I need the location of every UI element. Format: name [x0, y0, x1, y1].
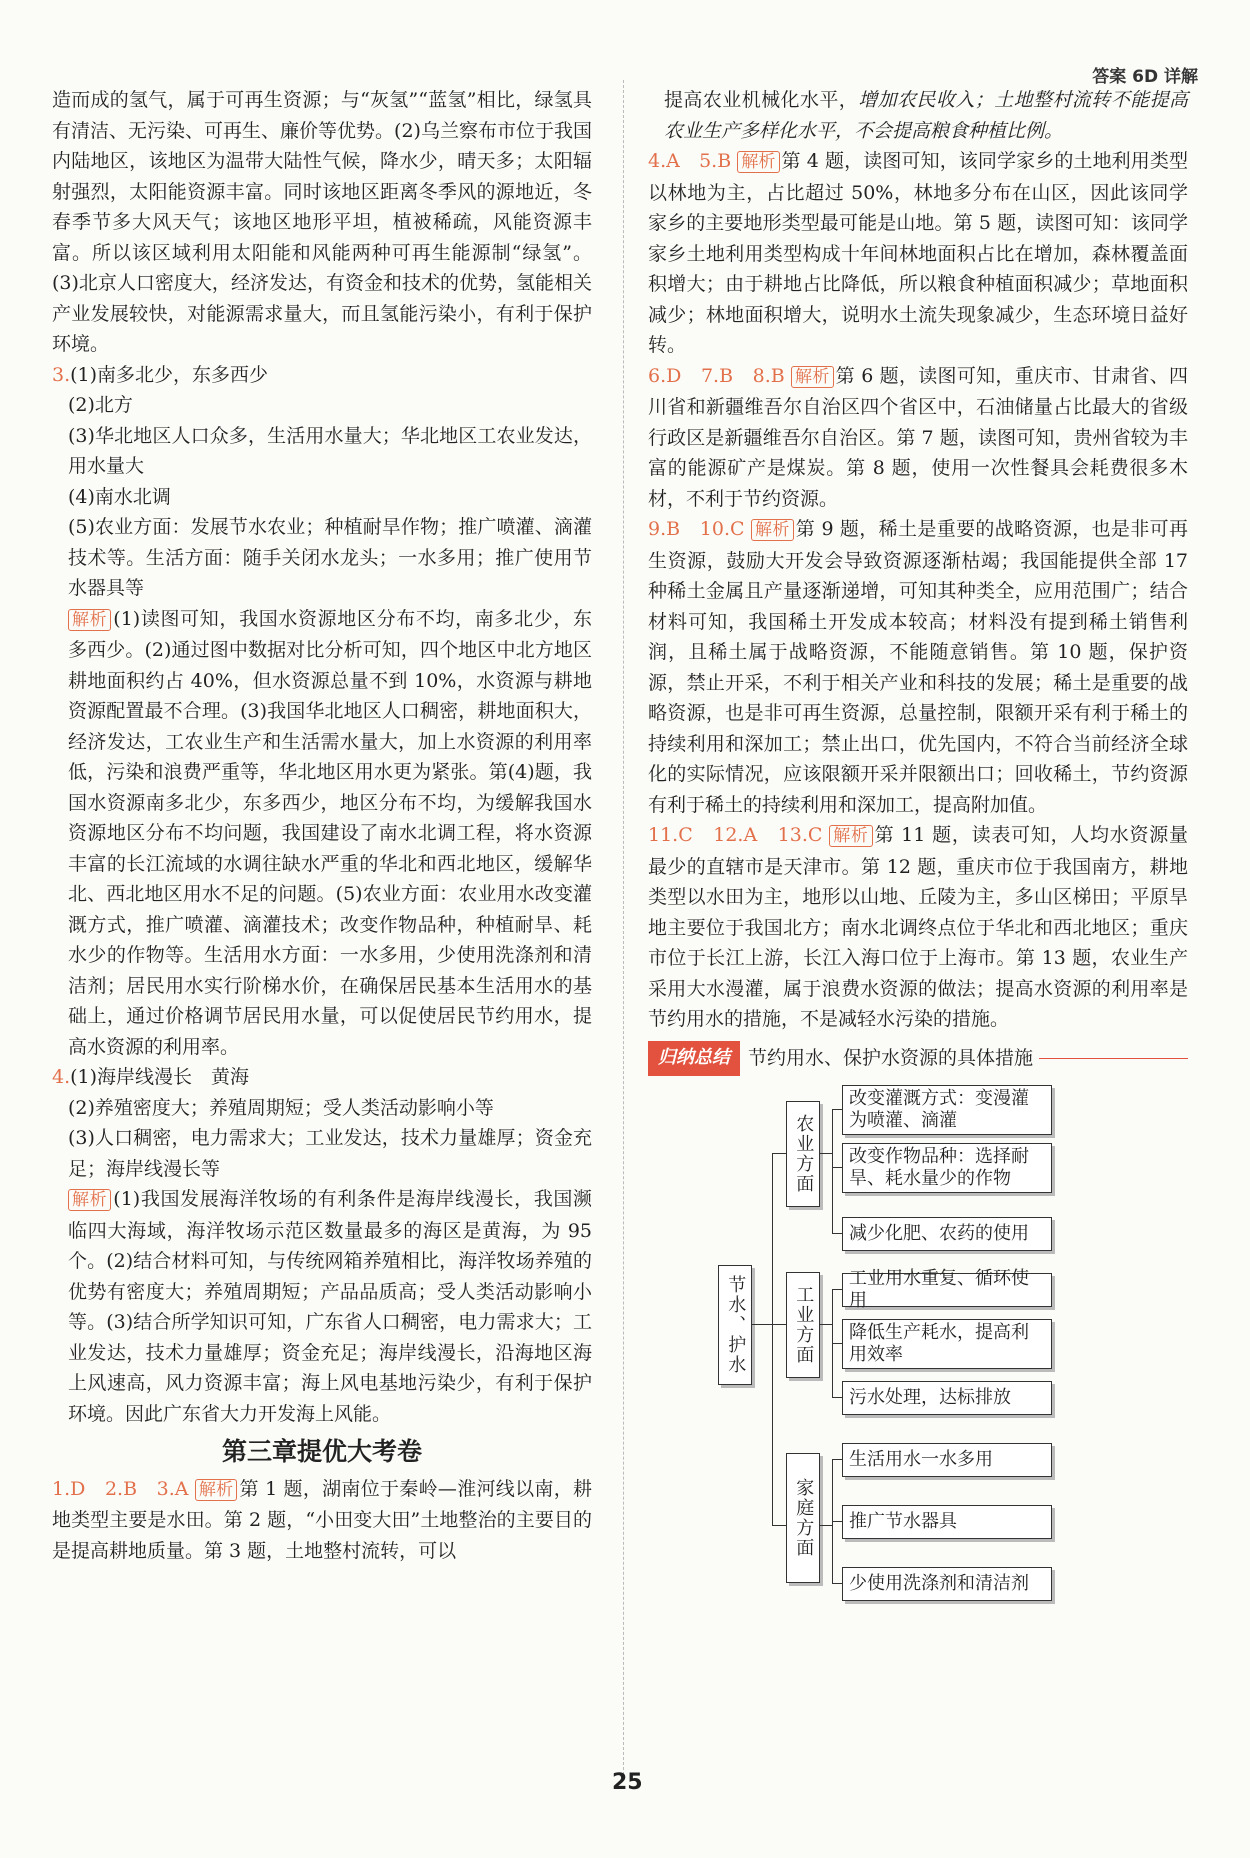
q9-10-text: 第 9 题，稀土是重要的战略资源，也是非可再生资源，鼓励大开发会导致资源逐渐枯竭；我国能提供全部 17 种稀土金属且产量逐渐递增，可知其种类全，应用范围广；结合材料可知，我国稀土开发成本较高；材料没有提到稀土销售利润，且稀土属于战略资源，不能随意销售。第 10 题，保护资源，禁止开采，不利于相关产业和科技的发展；稀土是重要的战略资源，也是非可再生资源，总量控制，限额开采有利于稀土的持续利用和深加工；禁止出口，优先国内，不符合当前经济全球化的实际情况，应该限额开采并限额出口；回收稀土，节约资源有利于稀土的持续利用和深加工，提高附加值。	[648, 518, 1188, 816]
q4-answer-3: (3)人口稠密，电力需求大；工业发达，技术力量雄厚；资金充足；海岸线漫长等	[68, 1127, 592, 1180]
industry-item-3: 污水处理，达标排放	[842, 1381, 1052, 1415]
q3-answer-5: (5)农业方面：发展节水农业；种植耐旱作物；推广喷灌、滴灌技术等。生活方面：随手关闭水龙头；一水多用；推广使用节水器具等	[68, 516, 592, 599]
q4-analysis	[52, 1184, 592, 1429]
analysis-tag: 解析	[791, 366, 834, 388]
connector	[772, 1153, 786, 1154]
analysis-tag: 解析	[68, 609, 111, 631]
connector	[772, 1153, 773, 1525]
analysis-tag: 解析	[737, 151, 779, 173]
analysis-tag: 解析	[829, 825, 872, 847]
right-column	[648, 85, 1188, 1609]
agri-item-1: 改变灌溉方式：变漫灌为喷灌、滴灌	[842, 1085, 1052, 1135]
household-item-1: 生活用水一水多用	[842, 1443, 1052, 1477]
q4-5	[648, 146, 1188, 361]
connector	[832, 1109, 833, 1233]
connector	[832, 1289, 842, 1290]
left-column	[52, 85, 592, 1566]
connector	[832, 1167, 842, 1168]
connector	[832, 1397, 842, 1398]
continued-italic: 增加农民收入；土地整村流转不能提高农业生产多样化水平，不会提高粮食种植比例。	[664, 89, 1188, 142]
q3-answer-3: (3)华北地区人口众多，生活用水量大；华北地区工农业发达，用水量大	[68, 424, 592, 477]
household-item-2: 推广节水器具	[842, 1505, 1052, 1539]
connector	[832, 1521, 842, 1522]
column-divider	[623, 80, 624, 1780]
q3-analysis	[52, 604, 592, 1063]
q6-8-answers: 6.D 7.B 8.B	[648, 364, 785, 387]
connector	[752, 1324, 772, 1325]
ch3-q1-3	[52, 1474, 592, 1567]
q9-10-answers: 9.B 10.C	[648, 518, 745, 540]
analysis-tag: 解析	[751, 519, 794, 541]
q3-number: 3.	[52, 363, 71, 386]
q6-8-text: 第 6 题，读图可知，重庆市、甘肃省、四川省和新疆维吾尔自治区四个省区中，石油储量占比最大的省级行政区是新疆维吾尔自治区。第 7 题，读图可知，贵州省较为丰富的能源矿产是煤炭。第 8 题，使用一次性餐具会耗费很多木材，不利于节约资源。	[648, 364, 1189, 510]
water-saving-diagram	[648, 1079, 1188, 1609]
connector	[772, 1525, 786, 1526]
summary-rule	[1039, 1058, 1188, 1059]
connector	[820, 1324, 832, 1325]
group-household: 家庭方面	[786, 1453, 820, 1583]
q3-analysis-text: (1)读图可知，我国水资源地区分布不均，南多北少，东多西少。(2)通过图中数据对比分析可知，四个地区中北方地区耕地面积约占 40%，但水资源总量不到 10%，水资源与耕地资源配置最不合理。(3)我国华北地区人口稠密，耕地面积大，经济发达，工农业生产和生活需水量大，加上水资源的利用率低，污染和浪费严重等，华北地区用水更为紧张。第(4)题，我国水资源南多北少，东多西少，地区分布不均，为缓解我国水资源地区分布不均问题，我国建设了南水北调工程，将水资源丰富的长江流域的水调往缺水严重的华北和西北地区，缓解华北、西北地区用水不足的问题。(5)农业方面：农业用水改变灌溉方式，推广喷灌、滴灌技术；改变作物品种，种植耐旱、耗水少的作物等。生活用水方面：一水多用，少使用洗涤剂和清洁剂；居民用水实行阶梯水价，在确保居民基本生活用水的基础上，通过价格调节居民用水量，可以促使居民节约用水，提高水资源的利用率。	[68, 607, 593, 1058]
connector	[832, 1109, 842, 1110]
continued-plain: 提高农业机械化水平，	[664, 89, 859, 111]
connector	[832, 1343, 842, 1344]
q4-answer-2: (2)养殖密度大；养殖周期短；受人类活动影响小等	[68, 1096, 494, 1119]
q9-10	[648, 514, 1188, 820]
q3-answer-4: (4)南水北调	[68, 485, 171, 508]
industry-item-1: 工业用水重复、循环使用	[842, 1273, 1052, 1307]
group-industry: 工业方面	[786, 1272, 820, 1378]
continued-paragraph: 造而成的氢气，属于可再生资源；与“灰氢”“蓝氢”相比，绿氢具有清洁、无污染、可再生、廉价等优势。(2)乌兰察布市位于我国内陆地区，该地区为温带大陆性气候，降水少，晴天多；太阳辐射强烈，太阳能资源丰富。同时该地区距离冬季风的源地近，冬春季节多大风天气；该地区地形平坦，植被稀疏，风能资源丰富。所以该区域利用太阳能和风能两种可再生能源制“绿氢”。(3)北京人口密度大，经济发达，有资金和技术的优势，氢能相关产业发展较快，对能源需求量大，而且氢能污染小，有利于保护环境。	[52, 89, 592, 355]
analysis-tag: 解析	[195, 1479, 238, 1501]
connector	[820, 1525, 832, 1526]
continued-analysis	[648, 85, 1188, 146]
ch3-q1-text: 第 1 题，湖南位于秦岭—淮河线以南，耕地类型主要是水田。第 2 题，“小田变大田”土地整治的主要目的是提高耕地质量。第 3 题，土地整村流转，可以	[52, 1477, 592, 1562]
q4-analysis-text: (1)我国发展海洋牧场的有利条件是海岸线漫长，我国濒临四大海域，海洋牧场示范区数量最多的海区是黄海，为 95 个。(2)结合材料可知，与传统网箱养殖相比，海洋牧场养殖的优势有密度大；养殖周期短；产品品质高；受人类活动影响小等。(3)结合所学知识可知，广东省人口稠密，电力需求大；工业发达，技术力量雄厚；资金充足；海岸线漫长，沿海地区海上风速高，风力资源丰富；海上风电基地污染少，有利于保护环境。因此广东省大力开发海上风能。	[68, 1188, 593, 1425]
connector	[832, 1583, 842, 1584]
q4-number: 4.	[52, 1066, 71, 1088]
agri-item-2: 改变作物品种：选择耐旱、耗水量少的作物	[842, 1143, 1052, 1193]
connector	[772, 1324, 786, 1325]
chapter-title: 第三章提优大考卷	[221, 1437, 422, 1466]
connector	[820, 1153, 832, 1154]
analysis-tag: 解析	[68, 1189, 111, 1211]
agri-item-3: 减少化肥、农药的使用	[842, 1217, 1052, 1251]
q3-a1: (1)南多北少，东多西少	[70, 363, 269, 386]
q11-13	[648, 820, 1188, 1035]
connector	[832, 1233, 842, 1234]
page-number: 25	[612, 1770, 643, 1795]
q11-13-text: 第 11 题，读表可知，人均水资源量最少的直辖市是天津市。第 12 题，重庆市位于我国南方，耕地类型以水田为主，地形以山地、丘陵为主，多山区梯田；平原旱地主要位于我国北方；南水北调终点位于华北和西北地区；重庆市位于长江上游，长江入海口位于上海市。第 13 题，农业生产采用大水漫灌，属于浪费水资源的做法；提高水资源的利用率是节约用水的措施，不是减轻水污染的措施。	[648, 824, 1188, 1030]
q4-5-answers: 4.A 5.B	[648, 150, 732, 172]
q4-a1: (1)海岸线漫长 黄海	[70, 1066, 250, 1088]
q11-13-answers: 11.C 12.A 13.C	[648, 824, 823, 846]
ch3-q1-answers: 1.D 2.B 3.A	[52, 1477, 189, 1500]
q4-5-text: 第 4 题，读图可知，该同学家乡的土地利用类型以林地为主，占比超过 50%，林地多分布在山区，因此该同学家乡的主要地形类型最可能是山地。第 5 题，读图可知：该同学家乡土地利用类型构成十年间林地面积占比在增加，森林覆盖面积增大；由于耕地占比降低，所以粮食种植面积减少；草地面积减少；林地面积增大，说明水土流失现象减少，生态环境日益好转。	[648, 150, 1188, 356]
summary-title: 节约用水、保护水资源的具体措施	[748, 1047, 1034, 1070]
industry-item-2: 降低生产耗水，提高利用效率	[842, 1319, 1052, 1369]
summary-badge: 归纳总结	[648, 1041, 740, 1076]
connector	[832, 1459, 842, 1460]
household-item-3: 少使用洗涤剂和清洁剂	[842, 1567, 1052, 1601]
header-brand: 答案 6D 详解	[1092, 67, 1198, 87]
group-agriculture: 农业方面	[786, 1101, 820, 1207]
root-node: 节水、护水	[718, 1265, 752, 1385]
q3-answer-2: (2)北方	[68, 394, 133, 416]
q6-8	[648, 361, 1188, 515]
q4-answer-1	[52, 1062, 592, 1093]
summary-header	[648, 1043, 1188, 1075]
q3-answer-1	[52, 360, 592, 391]
